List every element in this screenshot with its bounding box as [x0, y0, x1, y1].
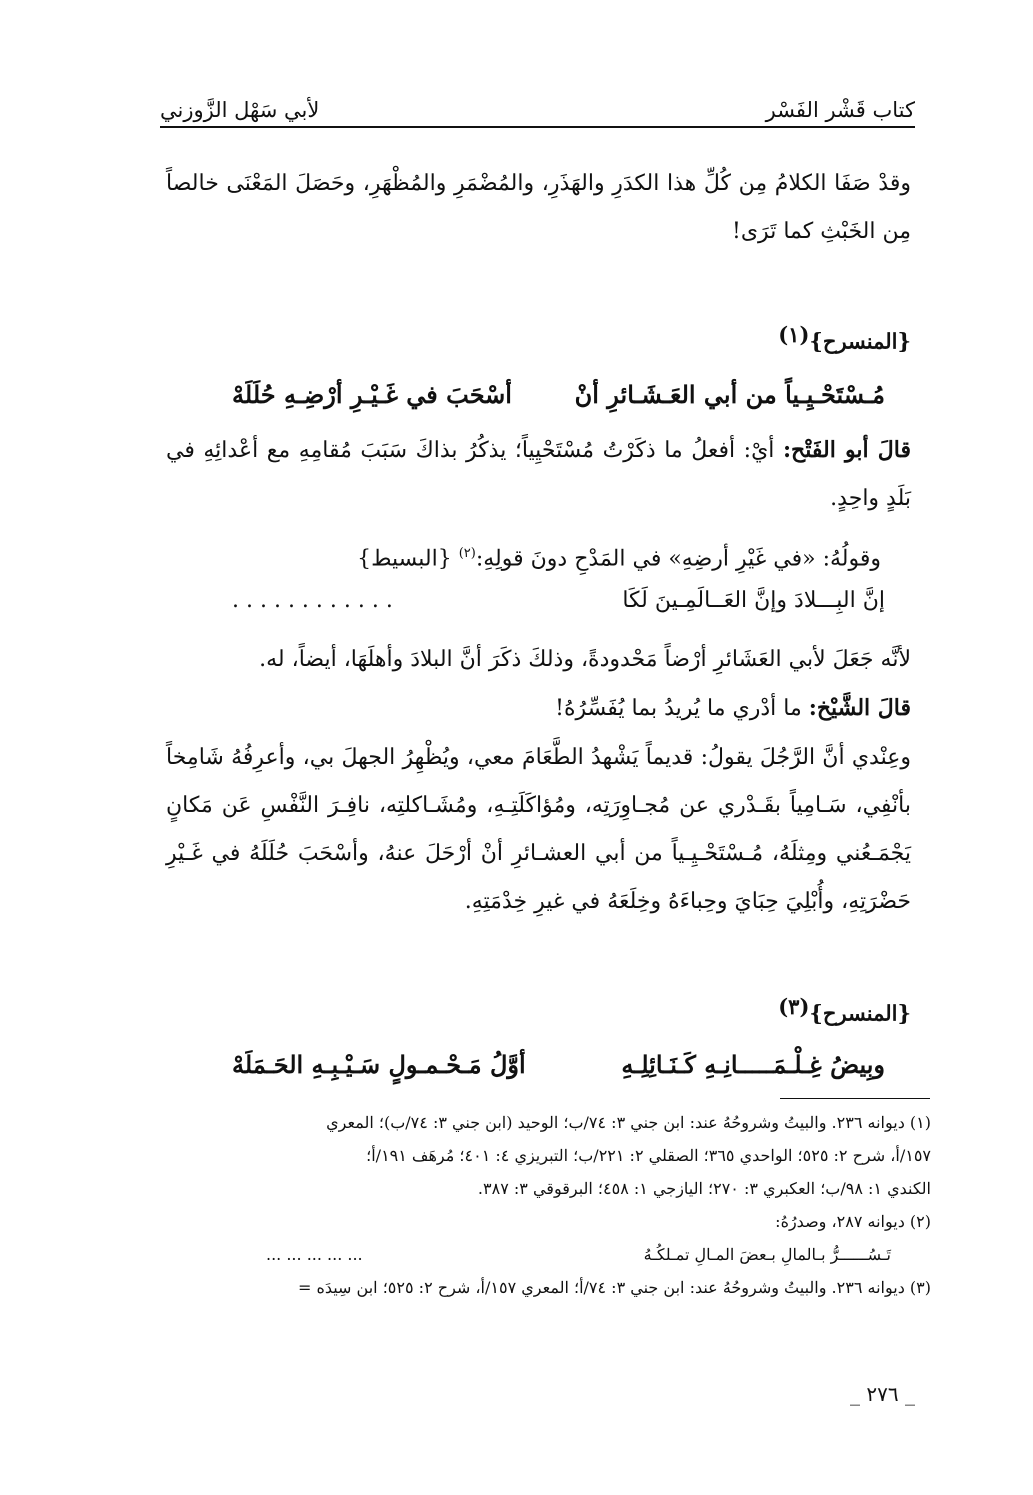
page-number: _ ٢٧٦ _ — [850, 1382, 915, 1406]
footnote-ref-1: (١) — [778, 322, 810, 347]
meter-label-basit: {البسيط} — [357, 546, 452, 572]
verse-1 — [232, 380, 885, 409]
quoted-verse — [232, 588, 885, 613]
commentary-reason: لأنَّه جَعَلَ لأبي العَشَائرِ أرْضاً مَحْدودةً، وذلكَ ذكَرَ أنَّ البلادَ وأهلَهَا، أيضاً، له. — [259, 647, 911, 672]
footnote-1-line-1: (١) ديوانه ٢٣٦. والبيتُ وشروحُهُ عند: ابن جني ٣: ٧٤/ب؛ الوحيد (ابن جني ٣: ٧٤/ب)؛ المعري — [326, 1113, 931, 1132]
verse-1-first-hemistich: مُـسْتَحْـيِـياً من أبي العَـشَـائرِ أنْ — [574, 380, 885, 409]
commentary-abu-alfath: قالَ أبو الفَتْح: أيْ: أفعلُ ما ذكَرْتُ مُسْتَحْيِياً؛ يذكُرُ بذاكَ سَبَبَ مُقامِهِ مع أعْدائِهِ في بَلَدٍ واحِدٍ. — [166, 437, 912, 511]
intro-paragraph: وقدْ صَفَا الكلامُ مِن كُلِّ هذا الكدَرِ والهَذَرِ، والمُضْمَرِ والمُظْهَرِ، وحَصَلَ المَعْنَى خالصاً مِن الخَبْثِ كما تَرَى! — [166, 171, 911, 244]
verse-2-first-hemistich: وبِيضُ غِـلْـمَـــــانِـهِ كَـنَـائِلِـهِ — [621, 1050, 885, 1079]
commentary-quote-intro: وقولُهُ: «في غَيْرِ أرضِهِ» في المَدْحِ دونَ قولِهِ:$^{(٢)}$ {البسيط} — [357, 546, 881, 572]
footnote-ref-3: (٣) — [778, 994, 810, 1019]
commentary-author: وعِنْدي أنَّ الرَّجُلَ يقولُ: قديماً يَشْهدُ الطَّعَامَ معي، ويُظْهِرُ الجهلَ بي، وأعرِفُهُ شَامِخاً بأنْفِي، سَـامِياً بقَـدْري عن مُجـاوِرَتِه، ومُؤاكَلَتِـهِ، ومُشَـاكلتِه، نافِـرَ النَّفْسِ عَن مَكانٍ يَجْمَـعُني ومِثلَهُ، مُـسْتَحْـيِـياً من أبي العشـائرِ أنْ أرْحَلَ عنهُ، وأسْحَبَ حُلَلَهُ في غَـيْرِ حَضْرَتِهِ، وأُبْلِيَ حِبَايَ وحِباءَهُ وخِلَعَهُ في غيرِ خِدْمَتِهِ. — [166, 745, 911, 914]
verse-2 — [232, 1050, 885, 1079]
footnote-3-line-1: (٣) ديوانه ٢٣٦. والبيتُ وشروحُهُ عند: ابن جني ٣: ٧٤/أ؛ المعري ١٥٧/أ، شرح ٢: ٥٢٥؛ ابن سِيدَه = — [297, 1278, 931, 1297]
footnote-2-line-1: (٢) ديوانه ٢٨٧، وصدرُهُ: — [775, 1212, 931, 1231]
verse-2-second-hemistich: أوَّلُ مَـحْـمـولٍ سَـيْـبِـهِ الحَـمَلَهْ — [232, 1050, 526, 1079]
author-name: لأبي سَهْل الزَّوزني — [160, 98, 320, 122]
footnote-2-verse: تَـسُــــــرُّ بـالمالِ بـعضَ المـالِ تمـلكُـهُ ... ... ... ... ... — [266, 1245, 891, 1264]
book-title: كتاب قَشْر الفَسْر — [765, 98, 915, 122]
meter-label-3: {المنسرح}$^{(٣)}$ — [778, 994, 911, 1026]
footnote-1-line-2: ١٥٧/أ، شرح ٢: ٥٢٥؛ الواحدي ٣٦٥؛ الصقلي ٢: ٢٢١/ب؛ التبريزي ٤: ٤٠١؛ مُرهَف ١٩١/أ؛ — [366, 1146, 931, 1165]
footnote-1-line-3: الكندي ١: ٩٨/ب؛ العكبري ٣: ٢٧٠؛ اليازجي ١: ٤٥٨؛ البرقوقي ٣: ٣٨٧. — [477, 1179, 931, 1198]
meter-label-1: {المنسرح}$^{(١)}$ — [778, 322, 911, 354]
footnotes — [166, 1106, 931, 1304]
verse-1-second-hemistich: أسْحَبَ في غَـيْـرِ أرْضِـهِ حُلَلَهْ — [232, 380, 512, 409]
footnote-ref-2: (٢) — [458, 546, 476, 561]
quoted-verse-second: . . . . . . . . . . . . — [232, 588, 393, 613]
running-header — [160, 82, 915, 128]
footnote-divider — [780, 1098, 930, 1099]
commentary-shaykh: قالَ الشَّيْخ: ما أدْري ما يُريدُ بما يُفَسِّرُهُ! — [555, 695, 911, 721]
speaker-label-shaykh: قالَ الشَّيْخ: — [808, 695, 911, 721]
speaker-label: قالَ أبو الفَتْح: — [782, 437, 912, 463]
quoted-verse-first: إنَّ البِـــلادَ وإنَّ العَــالَمِـينَ لَكَا — [622, 588, 885, 613]
